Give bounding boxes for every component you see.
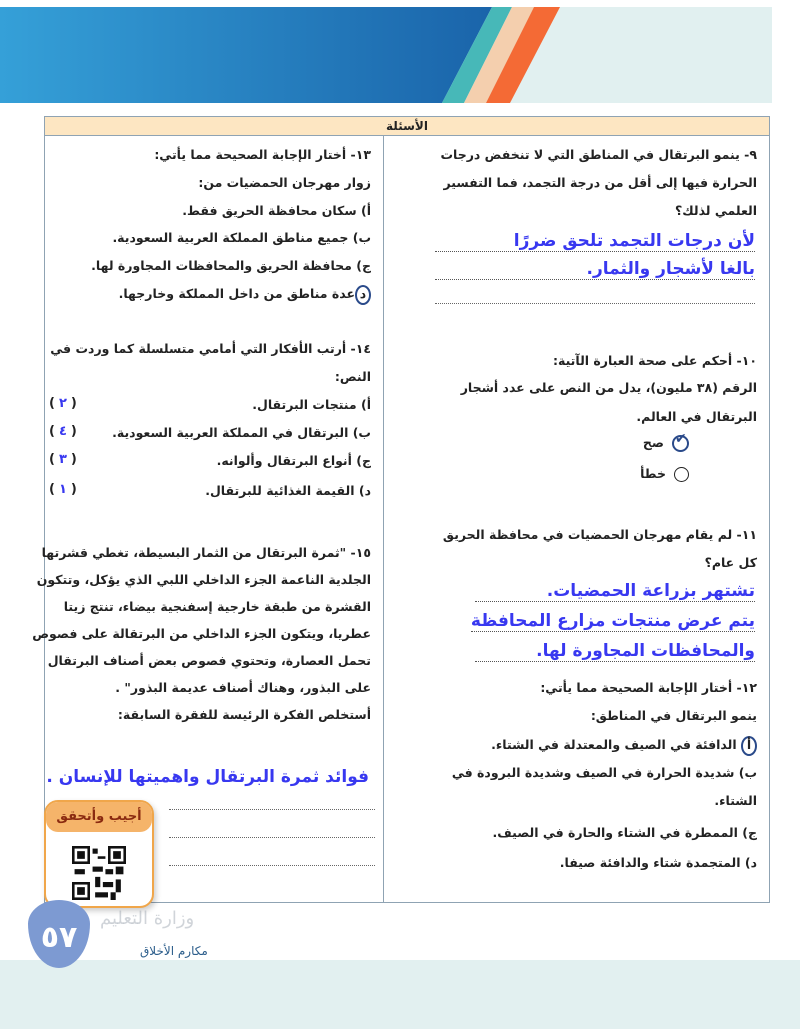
q15-line: على البذور، وهناك أصناف عديمة البذور" . <box>115 680 371 695</box>
q12-option-c[interactable]: ج) الممطرة في الشتاء والحارة في الصيف. <box>492 825 757 840</box>
option-letter: أ <box>366 203 371 218</box>
q10-line: البرتقال في العالم. <box>636 409 757 424</box>
q13-option-d[interactable] <box>119 285 371 305</box>
q9-line: ٩- ينمو البرتقال في المناطق التي لا تنخفض درجات <box>440 147 757 162</box>
q14-line: ١٤- أرتب الأفكار التي أمامي متسلسلة كما وردت في <box>50 341 371 356</box>
answer-line <box>435 303 755 304</box>
option-label: خطأ <box>640 466 666 481</box>
q14-item: أ) منتجات البرتقال. <box>252 397 371 412</box>
selected-circle: د <box>355 285 371 305</box>
q12-line: ينمو البرتقال في المناطق: <box>590 708 757 723</box>
answer-check-badge[interactable] <box>44 800 154 908</box>
q12-option-b-cont: الشتاء. <box>714 793 757 808</box>
radio-icon[interactable] <box>674 467 689 482</box>
option-text: المتجمدة شتاء والدافئة صيفا. <box>559 855 741 870</box>
q10-option-false[interactable] <box>640 466 689 482</box>
q9-answer[interactable]: بالغا لأشجار والثمار. <box>435 259 755 280</box>
option-text: شديدة الحرارة في الصيف وشديدة البرودة في <box>451 765 735 780</box>
check-icon[interactable]: ✔ <box>672 435 689 452</box>
option-text: محافظة الحريق والمحافظات المجاورة لها. <box>91 258 352 273</box>
q12-option-b[interactable]: ب) شديدة الحرارة في الصيف وشديدة البرودة في <box>451 765 757 780</box>
badge-title: أجيب وأتحقق <box>46 802 152 832</box>
option-text: جميع مناطق المملكة العربية السعودية. <box>112 230 349 245</box>
q11-line: كل عام؟ <box>704 555 757 570</box>
q15-line: الجلدية الناعمة الجزء الداخلي اللبي الذي يؤكل، وتتكون <box>36 572 371 587</box>
q14-item: د) القيمة الغذائية للبرتقال. <box>205 483 371 498</box>
q15-line: ١٥- "ثمرة البرتقال من الثمار البسيطة، تغطي قشرتها <box>41 545 371 560</box>
q10-option-true[interactable] <box>642 431 689 452</box>
q15-line: أستخلص الفكرة الرئيسة للفقرة السابقة: <box>117 707 371 722</box>
footer-band <box>0 960 800 1029</box>
q14-order-field[interactable]: ( ٤ ) <box>49 424 77 439</box>
q11-answer[interactable]: والمحافظات المجاورة لها. <box>475 641 755 662</box>
answer-line <box>169 837 375 838</box>
q10-line: الرقم (٣٨ مليون)، يدل من النص على عدد أشجار <box>460 380 757 395</box>
column-divider <box>383 135 384 902</box>
q12-line: ١٢- أختار الإجابة الصحيحة مما يأتي: <box>540 680 757 695</box>
option-text: عدة مناطق من داخل المملكة وخارجها. <box>118 286 355 301</box>
q13-option-c[interactable]: ج) محافظة الحريق والمحافظات المجاورة لها. <box>91 258 371 273</box>
option-text: سكان محافظة الحريق فقط. <box>182 203 357 218</box>
q15-line: عطريا، ويتكون الجزء الداخلي من البرتقالة على فصوص <box>32 626 371 641</box>
q14-item: ج) أنواع البرتقال وألوانه. <box>216 453 371 468</box>
q13-option-a[interactable]: أ) سكان محافظة الحريق فقط. <box>182 203 371 218</box>
answer-line <box>169 809 375 810</box>
answer-line <box>169 865 375 866</box>
option-letter: ب <box>358 230 371 245</box>
option-letter: د <box>750 855 757 870</box>
q14-order-field[interactable]: ( ٣ ) <box>49 452 77 467</box>
q12-option-d[interactable]: د) المتجمدة شتاء والدافئة صيفا. <box>559 855 757 870</box>
header-banner <box>0 7 772 103</box>
q14-item: ب) البرتقال في المملكة العربية السعودية. <box>112 425 371 440</box>
q15-line: القشرة من طبقة خارجية إسفنجية بيضاء، تنتج زيتا <box>63 599 371 614</box>
q13-line: ١٣- أختار الإجابة الصحيحة مما يأتي: <box>154 147 371 162</box>
option-label: صح <box>642 435 664 450</box>
option-letter: ج <box>361 258 371 273</box>
option-text: الممطرة في الشتاء والحارة في الصيف. <box>492 825 738 840</box>
q10-line: ١٠- أحكم على صحة العبارة الآتية: <box>553 353 757 368</box>
q14-order-field[interactable]: ( ٢ ) <box>49 396 77 411</box>
q9-line: الحرارة فيها إلى أقل من درجة التجمد، فما التفسير <box>443 175 757 190</box>
banner-graphic <box>0 7 772 103</box>
q13-option-b[interactable]: ب) جميع مناطق المملكة العربية السعودية. <box>112 230 371 245</box>
q14-line: النص: <box>334 369 371 384</box>
questions-box <box>32 116 770 903</box>
q15-line: تحمل العصارة، وتحتوي فصوص بعض أصناف البرتقال <box>47 653 371 668</box>
q9-answer[interactable]: لأن درجات التجمد تلحق ضررًا <box>435 231 755 252</box>
selected-circle: أ <box>741 736 757 756</box>
option-letter: ب <box>744 765 757 780</box>
q11-answer[interactable]: يتم عرض منتجات مزارع المحافظة <box>470 611 755 631</box>
option-text: الدافئة في الصيف والمعتدلة في الشتاء. <box>491 737 737 752</box>
box-title: الأسئلة <box>45 117 769 136</box>
q15-answer[interactable]: فوائد ثمرة البرتقال واهميتها للإنسان . <box>46 767 369 787</box>
qr-code-icon[interactable] <box>72 846 126 900</box>
q11-line: ١١- لم يقام مهرجان الحمضيات في محافظة الحريق <box>442 527 757 542</box>
footer-title: مكارم الأخلاق <box>140 944 208 958</box>
page-number: ٥٧ <box>28 900 90 968</box>
q13-line: زوار مهرجان الحمضيات من: <box>198 175 371 190</box>
q12-option-a[interactable] <box>491 736 757 756</box>
option-letter: ج <box>747 825 757 840</box>
q14-order-field[interactable]: ( ١ ) <box>49 482 77 497</box>
q11-answer[interactable]: تشتهر بزراعة الحمضيات. <box>475 581 755 602</box>
q9-line: العلمي لذلك؟ <box>674 203 757 218</box>
watermark: وزارة التعليم <box>100 908 195 929</box>
